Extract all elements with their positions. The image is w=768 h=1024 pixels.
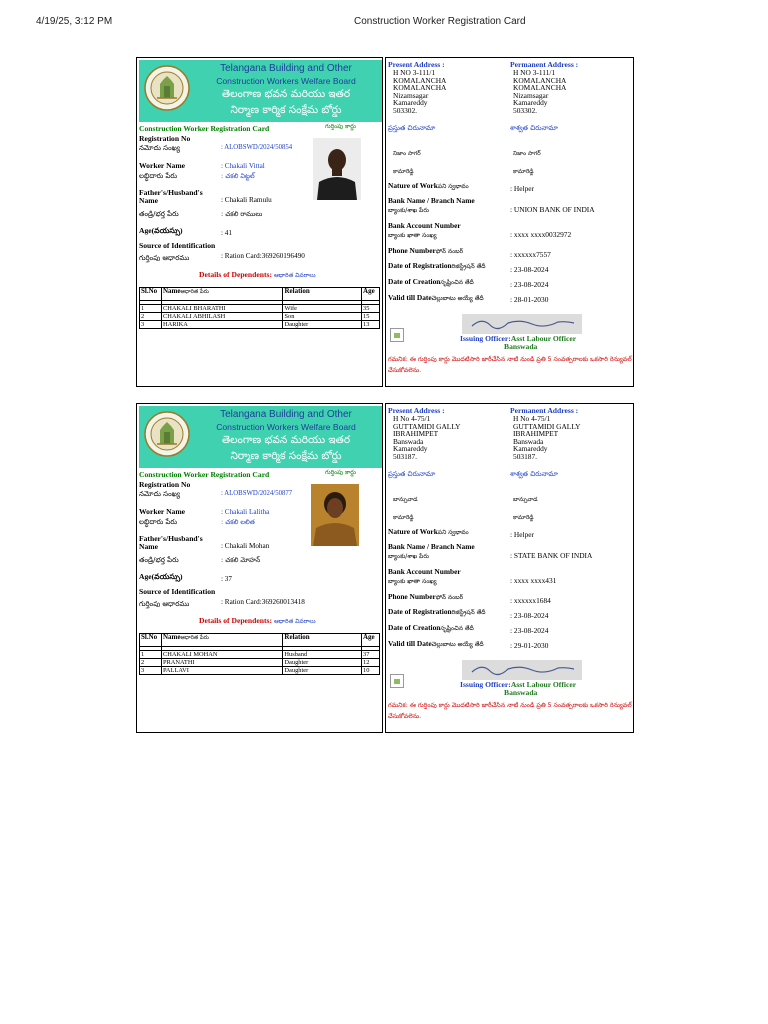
registration-label-te: నమోదు సంఖ్య bbox=[139, 144, 181, 152]
bank-name-label-te: బ్యాంకు/శాఖ పేరు bbox=[388, 553, 429, 560]
father-husband-name-te: : చకలి మోహన్ bbox=[221, 556, 261, 564]
table-row: 2 PRANATHI Daughter 12 bbox=[140, 659, 380, 667]
age-value: : 41 bbox=[221, 229, 232, 237]
age-label: Age(వయస్సు) bbox=[139, 226, 183, 235]
nature-of-work-label: Nature of Workపని స్వభావం bbox=[388, 181, 469, 190]
col-age: Age bbox=[362, 634, 380, 647]
print-date: 4/19/25, 3:12 PM bbox=[36, 16, 113, 27]
phone-value: : xxxxxx1684 bbox=[510, 596, 551, 605]
present-address-label: Present Address : bbox=[388, 406, 445, 415]
col-age: Age bbox=[362, 288, 380, 301]
worker-name-label-te: లబ్ధిదారు పేరు bbox=[139, 518, 177, 526]
card-back bbox=[385, 403, 634, 733]
phone-label: Phone Numberఫోన్ నంబర్ bbox=[388, 246, 464, 255]
col-sl: Sl.No bbox=[140, 288, 162, 301]
banner-title-te-2: నిర్మాణ కార్మిక సంక్షేమ బోర్డు bbox=[230, 104, 342, 116]
worker-name-label: Worker Name bbox=[139, 161, 186, 170]
date-registration-label: Date of Registrationరిజిస్ట్రేషన్ తేదీ bbox=[388, 261, 486, 270]
permanent-address: H NO 3-111/1 KOMALANCHA KOMALANCHA Nizamsagar Kamareddy 503302. bbox=[513, 68, 567, 115]
bank-account-value: : xxxx xxxx0032972 bbox=[510, 230, 572, 239]
registration-label-te: నమోదు సంఖ్య bbox=[139, 490, 181, 498]
source-value: : Ration Card:369260013418 bbox=[221, 598, 305, 606]
telangana-emblem-icon bbox=[143, 410, 191, 458]
col-relation: Relation bbox=[283, 634, 362, 647]
bank-account-label: Bank Account Number bbox=[388, 567, 461, 576]
date-registration-value: : 23-08-2024 bbox=[510, 265, 549, 274]
registration-number: : ALOBSWD/2024/50854 bbox=[221, 144, 293, 151]
table-row: 1 CHAKALI BHARATHI Wife 35 bbox=[140, 305, 380, 313]
father-husband-name: : Chakali Mohan bbox=[221, 542, 270, 550]
banner-title-en-2: Construction Workers Welfare Board bbox=[216, 422, 356, 432]
banner-title-te-2: నిర్మాణ కార్మిక సంక్షేమ బోర్డు bbox=[230, 450, 342, 462]
father-husband-name: : Chakali Ramulu bbox=[221, 196, 272, 204]
source-label: Source of Identification bbox=[139, 587, 216, 596]
valid-till-label: Valid till Dateచెల్లుబాటు అయ్యే తేదీ bbox=[388, 293, 484, 302]
bank-name-value: : UNION BANK OF INDIA bbox=[510, 205, 595, 214]
present-mandal-te: నిజాం సాగర్ bbox=[393, 151, 421, 157]
col-name: Nameఆధారిత పేరు bbox=[161, 288, 283, 301]
permanent-address: H No 4-75/1 GUTTAMIDI GALLY IBRAHIMPET Banswada Kamareddy 503187. bbox=[513, 414, 581, 461]
bank-account-value: : xxxx xxxx431 bbox=[510, 576, 557, 585]
card-front bbox=[136, 403, 383, 733]
source-label-te: గుర్తింపు ఆధారము bbox=[139, 600, 190, 608]
card-front bbox=[136, 57, 383, 387]
permanent-address-label: Permanent Address : bbox=[510, 60, 579, 69]
telangana-emblem-icon bbox=[143, 64, 191, 112]
present-address-label-te: ప్రస్తుత చిరునామా bbox=[388, 124, 436, 132]
present-mandal-te: బాన్సువాడ bbox=[393, 497, 418, 503]
date-creation-label: Date of Creationసృష్టించిన తేదీ bbox=[388, 623, 474, 632]
bank-name-label: Bank Name / Branch Name bbox=[388, 196, 475, 205]
worker-name: : Chakali Vittal bbox=[221, 162, 265, 170]
bank-name-label-te: బ్యాంకు/శాఖ పేరు bbox=[388, 207, 429, 214]
banner-title-en-1: Telangana Building and Other bbox=[220, 409, 352, 420]
worker-name-te: : చకలి లలిత bbox=[221, 518, 255, 526]
bank-account-label-te: బ్యాంకు ఖాతా సంఖ్య bbox=[388, 578, 437, 585]
worker-name-label-te: లబ్ధిదారు పేరు bbox=[139, 172, 177, 180]
permanent-district-te: కామారెడ్డి bbox=[513, 515, 534, 521]
permanent-address-label-te: శాశ్వత చిరునామా bbox=[510, 470, 558, 478]
valid-till-label: Valid till Dateచెల్లుబాటు అయ్యే తేదీ bbox=[388, 639, 484, 648]
father-husband-label: Father's/Husband's Name bbox=[139, 534, 203, 551]
board-banner bbox=[139, 60, 382, 122]
nature-of-work-value: : Helper bbox=[510, 530, 535, 539]
father-husband-name-te: : చకలి రాములు bbox=[221, 210, 263, 218]
date-creation-value: : 23-08-2024 bbox=[510, 626, 549, 635]
father-husband-label-te: తండ్రి/భర్త పేరు bbox=[139, 556, 179, 564]
registration-label: Registration No bbox=[139, 134, 191, 143]
card-title: Construction Worker Registration Card bbox=[139, 124, 270, 133]
print-title: Construction Worker Registration Card bbox=[354, 16, 526, 27]
table-row: 1 CHAKALI MOHAN Husband 37 bbox=[140, 651, 380, 659]
father-husband-label-te: తండ్రి/భర్త పేరు bbox=[139, 210, 179, 218]
officer-signature bbox=[462, 314, 582, 334]
banner-title-en-2: Construction Workers Welfare Board bbox=[216, 76, 356, 86]
card-title: Construction Worker Registration Card bbox=[139, 470, 270, 479]
age-value: : 37 bbox=[221, 575, 232, 583]
officer-signature bbox=[462, 660, 582, 680]
permanent-mandal-te: నిజాం సాగర్ bbox=[513, 151, 541, 157]
dependents-table bbox=[139, 287, 380, 329]
renewal-note: గమనిక: ఈ గుర్తింపు కార్డు మొదటిసారి జారీచేసిన నాటి నుండి ప్రతి 5 సంవత్సరాలకు ఒకసారి రెన్యువల్ చేసుకోవలెను. bbox=[388, 356, 632, 374]
date-registration-label: Date of Registrationరిజిస్ట్రేషన్ తేదీ bbox=[388, 607, 486, 616]
issuing-location: Banswada bbox=[504, 342, 538, 351]
worker-name-label: Worker Name bbox=[139, 507, 186, 516]
date-registration-value: : 23-08-2024 bbox=[510, 611, 549, 620]
source-value: : Ration Card:369260196490 bbox=[221, 252, 305, 260]
worker-name-te: : చకలి విట్టల్ bbox=[221, 172, 255, 180]
phone-value: : xxxxxx7557 bbox=[510, 250, 551, 259]
issuing-officer: Issuing Officer:Asst Labour Officer bbox=[460, 334, 577, 343]
registration-card bbox=[136, 403, 634, 733]
card-back bbox=[385, 57, 634, 387]
valid-till-value: : 28-01-2030 bbox=[510, 295, 549, 304]
present-address-label: Present Address : bbox=[388, 60, 445, 69]
age-label: Age(వయస్సు) bbox=[139, 572, 183, 581]
col-name: Nameఆధారిత పేరు bbox=[161, 634, 282, 647]
dependents-title: Details of Dependents: ఆధారిత వివరాలు bbox=[199, 616, 316, 625]
present-district-te: కామారెడ్డి bbox=[393, 169, 414, 175]
father-husband-label: Father's/Husband's Name bbox=[139, 188, 203, 205]
registration-number: : ALOBSWD/2024/50877 bbox=[221, 490, 293, 497]
date-creation-value: : 23-08-2024 bbox=[510, 280, 549, 289]
renewal-note: గమనిక: ఈ గుర్తింపు కార్డు మొదటిసారి జారీచేసిన నాటి నుండి ప్రతి 5 సంవత్సరాలకు ఒకసారి రెన్యువల్ చేసుకోవలెను. bbox=[388, 702, 632, 720]
table-row: 2 CHAKALI ABHILASH Son 15 bbox=[140, 313, 380, 321]
nature-of-work-value: : Helper bbox=[510, 184, 535, 193]
worker-photo bbox=[313, 138, 361, 200]
table-row: 3 HARIKA Daughter 13 bbox=[140, 321, 380, 329]
nature-of-work-label: Nature of Workపని స్వభావం bbox=[388, 527, 469, 536]
permanent-mandal-te: బాన్సువాడ bbox=[513, 497, 538, 503]
bank-account-label-te: బ్యాంకు ఖాతా సంఖ్య bbox=[388, 232, 437, 239]
present-address: H No 4-75/1 GUTTAMIDI GALLY IBRAHIMPET Banswada Kamareddy 503187. bbox=[393, 414, 461, 461]
date-creation-label: Date of Creationసృష్టించిన తేదీ bbox=[388, 277, 474, 286]
worker-name: : Chakali Lalitha bbox=[221, 508, 270, 516]
col-relation: Relation bbox=[283, 288, 362, 301]
phone-label: Phone Numberఫోన్ నంబర్ bbox=[388, 592, 464, 601]
card-title-te: గుర్తింపు కార్డు bbox=[325, 123, 356, 130]
permanent-district-te: కామారెడ్డి bbox=[513, 169, 534, 175]
board-banner bbox=[139, 406, 382, 468]
bank-name-value: : STATE BANK OF INDIA bbox=[510, 551, 593, 560]
table-row: 3 PALLAVI Daughter 10 bbox=[140, 667, 380, 675]
banner-title-te-1: తెలంగాణ భవన మరియు ఇతర bbox=[221, 434, 351, 446]
source-label-te: గుర్తింపు ఆధారము bbox=[139, 254, 190, 262]
permanent-address-label-te: శాశ్వత చిరునామా bbox=[510, 124, 558, 132]
registration-label: Registration No bbox=[139, 480, 191, 489]
col-sl: Sl.No bbox=[140, 634, 162, 647]
present-address: H NO 3-111/1 KOMALANCHA KOMALANCHA Nizamsagar Kamareddy 503302. bbox=[393, 68, 447, 115]
broken-image-icon bbox=[390, 328, 404, 342]
worker-photo bbox=[311, 484, 359, 546]
issuing-officer: Issuing Officer:Asst Labour Officer bbox=[460, 680, 577, 689]
present-address-label-te: ప్రస్తుత చిరునామా bbox=[388, 470, 436, 478]
broken-image-icon bbox=[390, 674, 404, 688]
dependents-table bbox=[139, 633, 380, 675]
bank-account-label: Bank Account Number bbox=[388, 221, 461, 230]
registration-card bbox=[136, 57, 634, 387]
valid-till-value: : 29-01-2030 bbox=[510, 641, 549, 650]
card-title-te: గుర్తింపు కార్డు bbox=[325, 469, 356, 476]
present-district-te: కామారెడ్డి bbox=[393, 515, 414, 521]
banner-title-en-1: Telangana Building and Other bbox=[220, 63, 352, 74]
issuing-location: Banswada bbox=[504, 688, 538, 697]
dependents-title: Details of Dependents: ఆధారిత వివరాలు bbox=[199, 270, 316, 279]
banner-title-te-1: తెలంగాణ భవన మరియు ఇతర bbox=[221, 88, 351, 100]
permanent-address-label: Permanent Address : bbox=[510, 406, 579, 415]
bank-name-label: Bank Name / Branch Name bbox=[388, 542, 475, 551]
source-label: Source of Identification bbox=[139, 241, 216, 250]
